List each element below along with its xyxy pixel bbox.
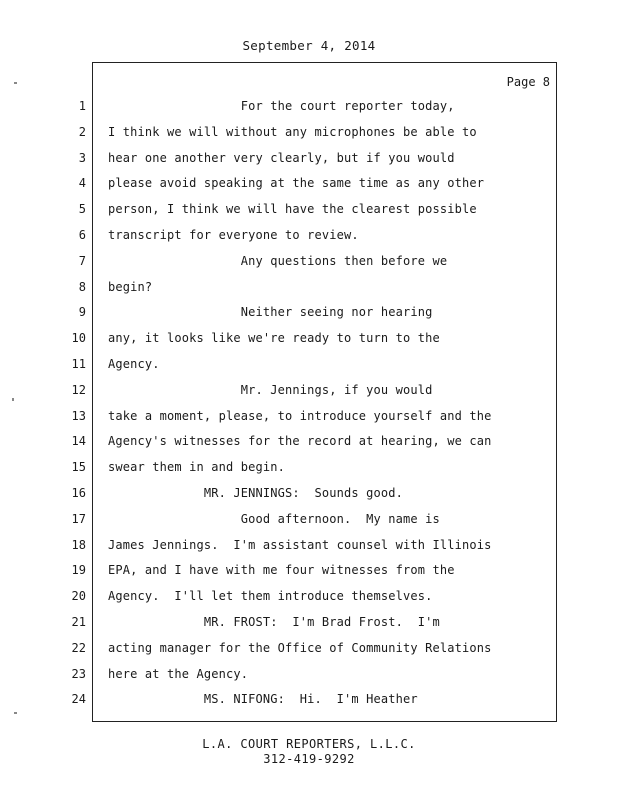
line-number: 2 <box>78 124 86 139</box>
transcript-line: Agency. I'll let them introduce themselves. <box>108 589 433 604</box>
page-date: September 4, 2014 <box>242 38 376 53</box>
transcript-line: I think we will without any microphones be able to <box>108 124 477 139</box>
transcript-line: Agency. <box>108 356 160 371</box>
line-number: 17 <box>71 511 86 526</box>
transcript-line: For the court reporter today, <box>108 99 455 113</box>
line-number: 4 <box>78 176 86 191</box>
page-footer <box>0 737 618 767</box>
line-number: 1 <box>78 99 86 113</box>
line-number: 12 <box>71 382 86 397</box>
line-number: 11 <box>71 356 86 371</box>
line-number: 15 <box>71 460 86 475</box>
line-number: 18 <box>71 537 86 552</box>
transcript-line: Agency's witnesses for the record at hearing, we can <box>108 434 492 449</box>
transcript-line: hear one another very clearly, but if you would <box>108 150 455 165</box>
transcript-line: begin? <box>108 279 153 294</box>
line-number: 13 <box>71 408 86 423</box>
line-number: 14 <box>71 434 86 449</box>
transcript-line: person, I think we will have the clearest possible <box>108 202 477 217</box>
line-number: 20 <box>71 589 86 604</box>
line-number: 6 <box>78 227 86 242</box>
transcript-line: Good afternoon. My name is <box>108 511 440 526</box>
line-number: 5 <box>78 202 86 217</box>
transcript-text <box>108 96 548 715</box>
scan-speck <box>14 82 17 84</box>
transcript-line: Neither seeing nor hearing <box>108 305 433 320</box>
transcript-line: Any questions then before we <box>108 253 448 268</box>
transcript-line: here at the Agency. <box>108 666 249 681</box>
transcript-line: EPA, and I have with me four witnesses from the <box>108 563 455 578</box>
line-number: 9 <box>78 305 86 320</box>
line-number: 23 <box>71 666 86 681</box>
scan-speck <box>12 398 14 401</box>
line-number: 10 <box>71 331 86 346</box>
transcript-line: transcript for everyone to review. <box>108 227 359 242</box>
line-number: 3 <box>78 150 86 165</box>
line-number: 19 <box>71 563 86 578</box>
transcript-line: MR. FROST: I'm Brad Frost. I'm <box>108 614 440 629</box>
page-number-label: Page 8 <box>506 75 550 89</box>
line-number: 24 <box>71 692 86 707</box>
transcript-line: Mr. Jennings, if you would <box>108 382 433 397</box>
transcript-line: any, it looks like we're ready to turn to the <box>108 331 440 346</box>
reporter-company: L.A. COURT REPORTERS, L.L.C. <box>202 737 416 751</box>
line-number: 7 <box>78 253 86 268</box>
line-number: 21 <box>71 614 86 629</box>
transcript-line: swear them in and begin. <box>108 460 285 475</box>
transcript-line: MS. NIFONG: Hi. I'm Heather <box>108 692 418 707</box>
transcript-line: MR. JENNINGS: Sounds good. <box>108 485 403 500</box>
line-number: 16 <box>71 485 86 500</box>
line-number-column <box>60 96 86 715</box>
transcript-line: acting manager for the Office of Community Relations <box>108 640 492 655</box>
line-number: 8 <box>78 279 86 294</box>
transcript-line: James Jennings. I'm assistant counsel with Illinois <box>108 537 492 552</box>
line-number: 22 <box>71 640 86 655</box>
scan-speck <box>14 712 17 714</box>
reporter-phone: 312-419-9292 <box>263 752 355 766</box>
transcript-line: please avoid speaking at the same time as any other <box>108 176 485 191</box>
transcript-line: take a moment, please, to introduce yourself and the <box>108 408 492 423</box>
